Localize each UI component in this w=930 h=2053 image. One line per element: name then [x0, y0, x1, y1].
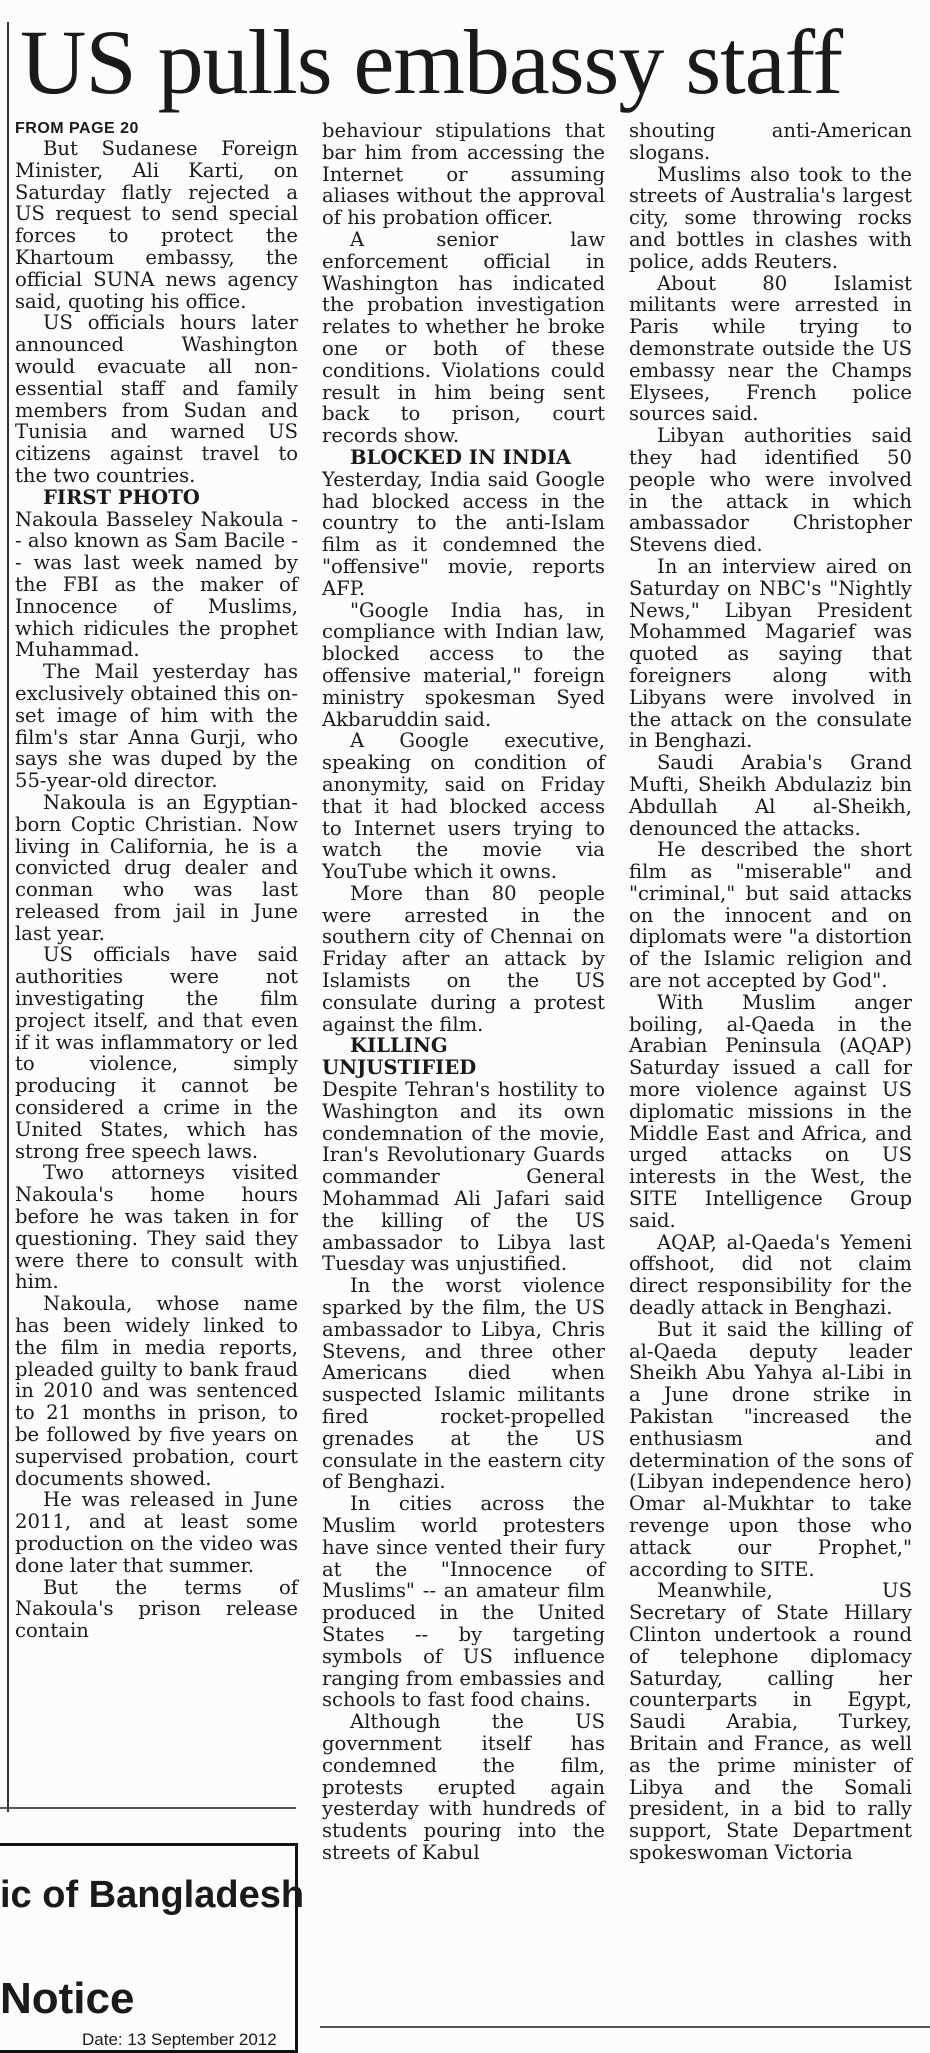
paragraph: AQAP, al-Qaeda's Yemeni offshoot, did not claim direct responsibility for the deadly attack in Benghazi.	[629, 1230, 912, 1320]
subhead-first-photo: FIRST PHOTO	[43, 485, 200, 509]
column-1	[15, 120, 298, 1642]
column-2	[322, 120, 605, 1864]
paragraph: shouting anti-American slogans.	[629, 119, 912, 164]
paragraph: "Google India has, in compliance with Indian law, blocked access to the offensive material," foreign ministry spokesman Syed Akbaruddin said.	[322, 598, 605, 731]
col2b-paragraphs	[322, 469, 605, 1036]
paragraph: In an interview aired on Saturday on NBC's "Nightly News," Libyan President Mohammed Magarief was quoted as saying that foreigners along with Libyans were involved in the attack on the consulate in Benghazi.	[629, 554, 912, 753]
paragraph: Saudi Arabia's Grand Mufti, Sheikh Abdulaziz bin Abdullah Al al-Sheikh, denounced the attacks.	[629, 751, 912, 840]
col1b-paragraphs	[15, 509, 298, 1642]
ad-notice-heading: Notice	[0, 1974, 135, 2023]
paragraph: But it said the killing of al-Qaeda deputy leader Sheikh Abu Yahya al-Libi in a June drone strike in Pakistan "increased the enthusiasm and determination of the sons of (Libyan independence hero) Omar al-Mukhtar to take revenge upon those who attack our Prophet," according to SITE.	[629, 1317, 912, 1581]
paragraph: But the terms of Nakoula's prison release contain	[15, 1575, 298, 1643]
left-column-rule	[7, 22, 9, 1812]
paragraph: More than 80 people were arrested in the southern city of Chennai on Friday after an attack by Islamists on the US consulate during a protest against the film.	[322, 881, 605, 1036]
paragraph: In the worst violence sparked by the film, the US ambassador to Libya, Chris Stevens, and three other Americans died when suspected Islamic militants fired rocket-propelled grenades at the US consulate in the eastern city of Benghazi.	[322, 1274, 605, 1494]
subhead-blocked-in-india: BLOCKED IN INDIA	[350, 445, 572, 469]
paragraph: Yesterday, India said Google had blocked access in the country to the anti-Islam film as it condemned the "offensive" movie, reports AFP.	[322, 467, 605, 600]
paragraph: US officials hours later announced Washington would evacuate all non-essential staff and family members from Sudan and Tunisia and warned US citizens against travel to the two countries.	[15, 311, 298, 487]
paragraph: In cities across the Muslim world protesters have since vented their fury at the "Innocence of Muslims" -- an amateur film produced in the United States -- by targeting symbols of US influence ranging from embassies and schools to fast food chains.	[322, 1492, 605, 1712]
paragraph: The Mail yesterday has exclusively obtained this on-set image of him with the film's star Anna Gurji, who says she was duped by the 55-year-old director.	[15, 660, 298, 793]
paragraph: A Google executive, speaking on condition of anonymity, said on Friday that it had blocked access to Internet users trying to watch the movie via YouTube which it owns.	[322, 729, 605, 884]
paragraph: Nakoula Basseley Nakoula -- also known as Sam Bacile -- was last week named by the FBI as the maker of Innocence of Muslims, which ridicules the prophet Muhammad.	[15, 507, 298, 662]
column-3	[629, 120, 912, 1864]
paragraph: A senior law enforcement official in Washington has indicated the probation investigation relates to whether he broke one or both of these conditions. Violations could result in him being sent back to prison, court records show.	[322, 227, 605, 448]
headline: US pulls embassy staff	[20, 11, 843, 113]
ad-date: Date: 13 September 2012	[82, 2030, 277, 2049]
col2a-paragraphs	[322, 120, 605, 447]
paragraph: behaviour stipulations that bar him from accessing the Internet or assuming aliases without the approval of his probation officer.	[322, 119, 605, 230]
paragraph: Muslims also took to the streets of Australia's largest city, some throwing rocks and bottles in clashes with police, adds Reuters.	[629, 162, 912, 273]
col3-paragraphs	[629, 120, 912, 1864]
paragraph: Nakoula, whose name has been widely linked to the film in media reports, pleaded guilty to bank fraud in 2010 and was sentenced to 21 months in prison, to be followed by five years on supervised probation, court documents showed.	[15, 1292, 298, 1490]
paragraph: With Muslim anger boiling, al-Qaeda in the Arabian Peninsula (AQAP) Saturday issued a call for more violence against US diplomatic missions in the Middle East and Africa, and urged attacks on US interests in the West, the SITE Intelligence Group said.	[629, 990, 912, 1232]
paragraph: Meanwhile, US Secretary of State Hillary Clinton undertook a round of telephone diplomacy Saturday, calling her counterparts in Egypt, Saudi Arabia, Turkey, Britain and France, as well as the prime minister of Libya and the Somali president, in a bid to rally support, State Department spokeswoman Victoria	[629, 1579, 912, 1864]
from-page-label: FROM PAGE 20	[15, 120, 139, 137]
col2c-paragraphs	[322, 1079, 605, 1864]
paragraph: Two attorneys visited Nakoula's home hours before he was taken in for questioning. They said they were there to consult with him.	[15, 1161, 298, 1294]
paragraph: Libyan authorities said they had identified 50 people who were involved in the attack in which ambassador Christopher Stevens died.	[629, 424, 912, 557]
paragraph: About 80 Islamist militants were arrested in Paris while trying to demonstrate outside the US embassy near the Champs Elysees, French police sources said.	[629, 271, 912, 426]
paragraph: Nakoula is an Egyptian-born Coptic Christian. Now living in California, he is a convicted drug dealer and conman who was last released from jail in June last year.	[15, 790, 298, 945]
paragraph: US officials have said authorities were not investigating the film project itself, and that even if it was inflammatory or led to violence, simply producing it cannot be considered a crime in the United States, which has strong free speech laws.	[15, 943, 298, 1163]
paragraph: But Sudanese Foreign Minister, Ali Karti, on Saturday flatly rejected a US request to send special forces to protect the Khartoum embassy, the official SUNA news agency said, quoting his office.	[15, 137, 298, 313]
article-bottom-rule-left	[0, 1807, 296, 1809]
paragraph: Although the US government itself has condemned the film, protests erupted again yesterday with hundreds of students pouring into the streets of Kabul	[322, 1710, 605, 1864]
paragraph: Despite Tehran's hostility to Washington and its own condemnation of the movie, Iran's Revolutionary Guards commander General Mohammad Ali Jafari said the killing of the US ambassador to Libya last Tuesday was unjustified.	[322, 1078, 605, 1276]
subhead-killing-unjustified: KILLING UNJUSTIFIED	[322, 1034, 477, 1080]
col1-paragraphs	[15, 138, 298, 487]
ad-title: ic of Bangladesh	[0, 1874, 305, 1916]
paragraph: He described the short film as "miserable" and "criminal," but said attacks on the innocent and on diplomats were "a distortion of the Islamic religion and are not accepted by God".	[629, 838, 912, 993]
paragraph: He was released in June 2011, and at least some production on the video was done later that summer.	[15, 1488, 298, 1577]
article-bottom-rule-right	[320, 2026, 930, 2028]
advertisement-box	[0, 1843, 305, 2053]
